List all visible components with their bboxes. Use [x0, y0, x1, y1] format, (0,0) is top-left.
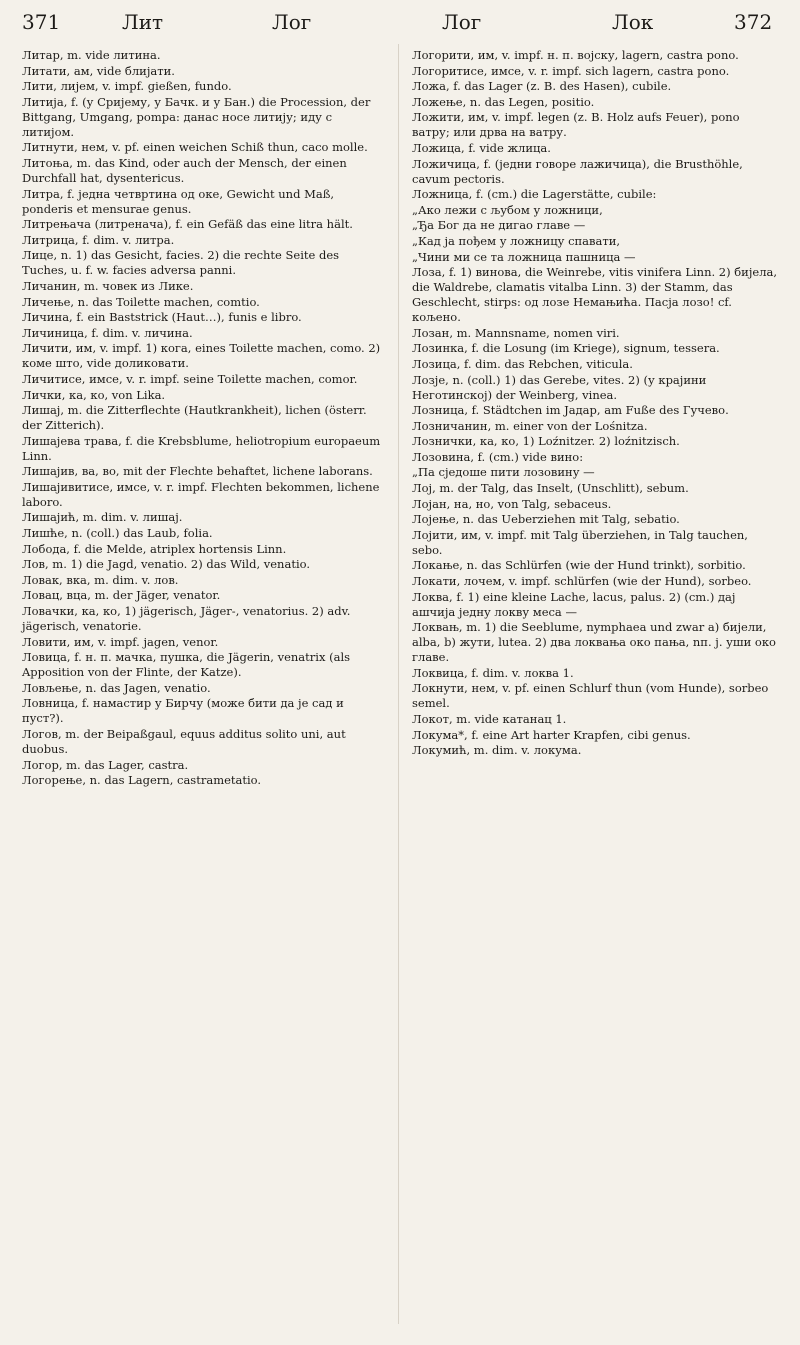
- dictionary-entry: Ловачки, ка, ко, 1) jägerisch, Jäger-, venatorius. 2) adv. jägerisch, venatorie.: [22, 604, 351, 634]
- dictionary-entry: Лити, лијем, v. impf. gießen, fundo.: [22, 79, 232, 94]
- dictionary-entry: „Ђа Бог да не дигао главе —: [412, 218, 586, 233]
- dictionary-entry: Локот, m. vide катанац 1.: [412, 712, 567, 726]
- left-guide-word-1: Лит: [122, 10, 164, 34]
- dictionary-entry: Ложење, n. das Legen, positio.: [412, 94, 595, 109]
- dictionary-entry: Ловица, f. н. п. мачка, пушка, die Jägerin, venatrix (als Apposition von der Flinte, der Katze).: [22, 650, 351, 680]
- dictionary-entry: Лозница, f. Städtchen im Јадар, am Fuße des Гучево.: [412, 403, 729, 418]
- dictionary-entry: Лојан, на, но, von Talg, sebaceus.: [412, 496, 612, 511]
- dictionary-entry: Лозан, m. Mannsname, nomen viri.: [412, 325, 620, 340]
- dictionary-entry: Логорити, им, v. impf. н. п. војску, lagern, castra pono.: [412, 48, 739, 62]
- dictionary-entry: Лобода, f. die Melde, atriplex hortensis Linn.: [22, 541, 287, 556]
- dictionary-entry: „Ако лежи с љубом у ложници,: [412, 202, 603, 217]
- dictionary-entry: Локање, n. das Schlürfen (wie der Hund trinkt), sorbitio.: [412, 558, 746, 573]
- left-page-number: 371: [22, 10, 61, 34]
- dictionary-entry: Логов, m. der Beipaßgaul, equus additus solito uni, aut duobus.: [22, 727, 346, 756]
- dictionary-entry: Литати, ам, vide блијати.: [22, 63, 175, 78]
- dictionary-entry: Логорење, n. das Lagern, castrametatio.: [22, 773, 262, 788]
- dictionary-entry: Ложичица, f. (једни говоре лажичица), die Brusthöhle, cavum pectoris.: [412, 156, 743, 186]
- dictionary-entry: Литра, f. једна четвртина од оке, Gewicht und Maß, ponderis et mensurae genus.: [22, 186, 335, 216]
- dictionary-entry: Локвањ, m. 1) die Seeblume, nymphaea und zwar a) бијели, alba, b) жути, lutea. 2) два локвања око пања, nп. j. уши око главе.: [412, 620, 776, 665]
- column-divider: [398, 44, 399, 1324]
- dictionary-entry: Литрењача (литреначa), f. ein Gefäß das eine litra hält.: [22, 217, 353, 232]
- dictionary-entry: Лишће, n. (coll.) das Laub, folia.: [22, 526, 213, 541]
- dictionary-entry: Литар, m. vide литина.: [22, 48, 161, 62]
- dictionary-entry: Логор, m. das Lager, castra.: [22, 757, 189, 772]
- dictionary-entry: Ловница, f. намастир у Бирчу (може бити да је сад и пуст?).: [22, 696, 344, 726]
- dictionary-entry: Лишајева трава, f. die Krebsblume, heliotropium europaeum Linn.: [22, 433, 381, 463]
- dictionary-entry: Локнути, нем, v. pf. einen Schlurf thun (vom Hunde), sorbeo semel.: [412, 681, 769, 711]
- right-page-number: 372: [734, 10, 773, 34]
- dictionary-entry: Лишај, m. die Zitterflechte (Hautkrankheit), lichen (österr. der Zitterich).: [22, 403, 367, 433]
- dictionary-entry: Литрица, f. dim. v. литра.: [22, 232, 175, 247]
- dictionary-entry: Локумић, m. dim. v. локума.: [412, 743, 582, 758]
- dictionary-entry: Литија, f. (у Сријему, у Бачк. и у Бан.) die Procession, der Bittgang, Umgang, pompa: данас носе литију; иду с литијом.: [22, 94, 371, 139]
- dictionary-entry: Лоза, f. 1) винова, die Weinrebe, vitis vinifera Linn. 2) бијела, die Waldrebe, clamatis vitalba Linn. 3) der Stamm, das Geschlecht, stirps: од лозе Немањића. Пасја лозо! cf. кољено.: [412, 265, 778, 325]
- dictionary-entry: Ловљење, n. das Jagen, venatio.: [22, 680, 211, 695]
- dictionary-entry: „Па сједоше пити лозовину —: [412, 465, 595, 480]
- dictionary-entry: Лојење, n. das Ueberziehen mit Talg, sebatio.: [412, 512, 680, 527]
- dictionary-entry: Лов, m. 1) die Jagd, venatio. 2) das Wild, venatio.: [22, 557, 310, 572]
- dictionary-entry: Ловити, им, v. impf. jagen, venor.: [22, 634, 219, 649]
- dictionary-entry: Ложа, f. das Lager (z. B. des Hasen), cubile.: [412, 79, 672, 94]
- dictionary-entry: Лозовина, f. (cm.) vide вино:: [412, 449, 584, 464]
- left-column: [22, 48, 384, 789]
- dictionary-entry: Лојити, им, v. impf. mit Talg überziehen, in Talg tauchen, sebo.: [412, 527, 748, 557]
- dictionary-entry: Лички, ка, ко, von Lika.: [22, 387, 166, 402]
- dictionary-entry: Локва, f. 1) eine kleine Lache, lacus, palus. 2) (cm.) дај ашчија једну локву меса —: [412, 589, 736, 619]
- dictionary-entry: Лозничанин, m. einer von der Lośnitza.: [412, 418, 648, 433]
- dictionary-entry: Локати, лочем, v. impf. schlürfen (wie der Hund), sorbeo.: [412, 574, 752, 589]
- dictionary-entry: Ловак, вка, m. dim. v. лов.: [22, 572, 179, 587]
- dictionary-entry: Личина, f. ein Baststrick (Haut…), funis e libro.: [22, 310, 302, 325]
- dictionary-entry: Локвица, f. dim. v. локва 1.: [412, 665, 574, 680]
- dictionary-entry: Лозје, n. (coll.) 1) das Gerebe, vites. 2) (у крајини Неготинској) der Weinberg, vinea.: [412, 372, 707, 402]
- dictionary-entry: Ложница, f. (cm.) die Lagerstätte, cubile:: [412, 187, 657, 202]
- dictionary-entry: Лишајив, ва, во, mit der Flechte behaftet, lichene laborans.: [22, 464, 373, 479]
- dictionary-entry: Личитисе, имсе, v. r. impf. seine Toilette machen, comor.: [22, 371, 358, 386]
- dictionary-entry: Литнути, нем, v. pf. einen weichen Schiß thun, caco molle.: [22, 140, 368, 155]
- page-header: [22, 10, 778, 38]
- dictionary-entry: Лишајић, m. dim. v. лишај.: [22, 510, 183, 525]
- dictionary-entry: Ложити, им, v. impf. legen (z. B. Holz aufs Feuer), pono ватру; или дрва на ватру.: [412, 110, 740, 140]
- left-guide-word-2: Лог: [272, 10, 312, 34]
- dictionary-entry: Локума*, f. eine Art harter Krapfen, cibi genus.: [412, 727, 691, 742]
- dictionary-entry: Лозица, f. dim. das Rebchen, viticula.: [412, 356, 633, 371]
- dictionary-entry: Литоња, m. das Kind, oder auch der Mensch, der einen Durchfall hat, dysentericus.: [22, 155, 347, 185]
- dictionary-entry: Лој, m. der Talg, das Inselt, (Unschlitt), sebum.: [412, 481, 689, 496]
- right-guide-word-2: Лок: [612, 10, 654, 34]
- dictionary-entry: Личанин, m. човек из Лике.: [22, 278, 194, 293]
- dictionary-entry: Ловац, вца, m. der Jäger, venator.: [22, 588, 221, 603]
- dictionary-entry: Личити, им, v. impf. 1) кога, eines Toilette machen, como. 2) коме што, vide доликовати.: [22, 341, 381, 371]
- dictionary-entry: Лозинка, f. die Losung (im Kriege), signum, tessera.: [412, 341, 720, 356]
- dictionary-entry: „Кад ја пођем у ложницу спавати,: [412, 233, 621, 248]
- dictionary-entry: Личиница, f. dim. v. личина.: [22, 325, 193, 340]
- dictionary-entry: Личење, n. das Toilette machen, comtio.: [22, 294, 260, 309]
- dictionary-entry: Лишајивитисе, имсе, v. r. impf. Flechten bekommen, lichene laboro.: [22, 479, 380, 509]
- right-guide-word-1: Лог: [442, 10, 482, 34]
- dictionary-entry: Ложица, f. vide жлица.: [412, 140, 551, 155]
- dictionary-entry: „Чини ми се та ложница пашница —: [412, 249, 636, 264]
- dictionary-entry: Лознички, ка, ко, 1) Loźnitzer. 2) loźnitzisch.: [412, 434, 680, 449]
- dictionary-entry: Логоритисе, имсе, v. r. impf. sich lagern, castra pono.: [412, 63, 730, 78]
- dictionary-entry: Лице, n. 1) das Gesicht, facies. 2) die rechte Seite des Tuches, u. f. w. facies adversa panni.: [22, 248, 340, 278]
- right-column: [412, 48, 778, 759]
